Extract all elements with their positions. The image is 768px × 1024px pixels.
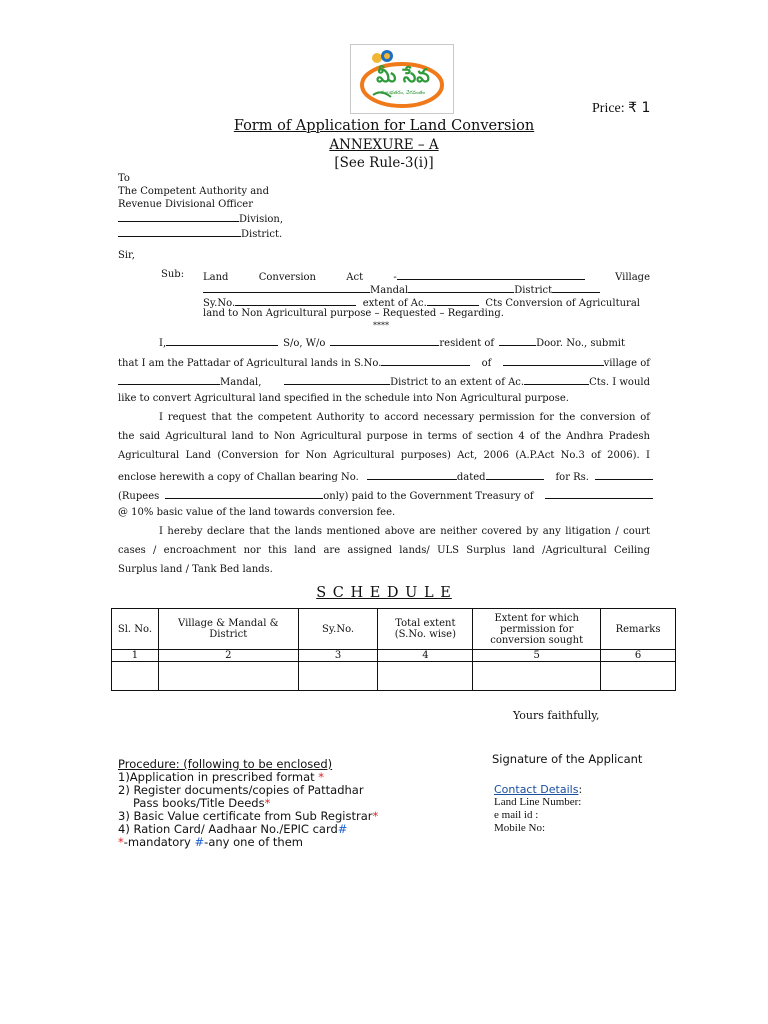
price bbox=[592, 100, 650, 117]
para1-line1 bbox=[118, 335, 650, 350]
mandatory-star: * bbox=[264, 796, 271, 810]
procedure-item-3: 3) Basic Value certificate from Sub Registrar bbox=[118, 809, 373, 823]
para1-line3 bbox=[118, 374, 650, 388]
legend-star: * bbox=[118, 835, 124, 849]
rule-reference: [See Rule-3(i)] bbox=[334, 155, 434, 171]
schedule-cell bbox=[473, 662, 601, 691]
legend-mandatory: -mandatory bbox=[123, 835, 191, 849]
para1-of: of bbox=[481, 358, 492, 369]
schedule-header-extent-sought: Extent for which permission for conversion sought bbox=[473, 609, 601, 650]
procedure-title: Procedure: (following to be enclosed) bbox=[118, 757, 333, 771]
para1-line4: like to convert Agricultural land specified in the schedule into Non Agricultural purpose. bbox=[118, 393, 569, 404]
price-value: ₹ 1 bbox=[628, 100, 651, 116]
schedule-entry-row bbox=[112, 662, 676, 691]
subject-extent: extent of Ac. bbox=[362, 298, 427, 309]
para1-cts: Cts. I would bbox=[589, 377, 650, 388]
para1-mandal: Mandal, bbox=[220, 377, 262, 388]
subject-line2 bbox=[203, 282, 600, 296]
procedure-item-2-cont: Pass books/Title Deeds bbox=[133, 796, 265, 810]
subject-village: Village bbox=[615, 272, 650, 283]
schedule-col-number: 2 bbox=[158, 650, 298, 662]
para2-line6: @ 10% basic value of the land towards conversion fee. bbox=[118, 507, 396, 518]
address-division: Division, bbox=[239, 214, 284, 225]
para2-line3: Agricultural Land (Conversion for Non Agricultural purposes) Act, 2006 (A.P.Act No.3 of 2006). I bbox=[118, 450, 650, 461]
schedule-col-number: 3 bbox=[298, 650, 378, 662]
subject-cts: Cts Conversion of Agricultural bbox=[485, 298, 640, 309]
para1-village-of: village of bbox=[603, 358, 650, 369]
para2-for-rs: for Rs. bbox=[555, 472, 589, 483]
para2-line2: the said Agricultural land to Non Agricultural purpose in terms of section 4 of the Andhra Pradesh bbox=[118, 431, 650, 442]
schedule-cell bbox=[298, 662, 378, 691]
schedule-col-number: 1 bbox=[112, 650, 159, 662]
mandatory-star: * bbox=[318, 770, 325, 784]
para1-door: Door. No., submit bbox=[536, 338, 626, 349]
procedure-item-1: 1)Application in prescribed format bbox=[118, 770, 315, 784]
para2-dated: dated bbox=[456, 472, 486, 483]
schedule-header-remarks: Remarks bbox=[601, 609, 676, 650]
para1-line2 bbox=[118, 355, 650, 369]
address-line2: Revenue Divisional Officer bbox=[118, 199, 253, 210]
contact-block bbox=[494, 783, 582, 835]
logo-text: మీ సేవ bbox=[376, 65, 430, 87]
subject-line1 bbox=[203, 269, 650, 283]
contact-email: e mail id : bbox=[494, 809, 539, 821]
schedule-cell bbox=[112, 662, 159, 691]
mee-seva-logo bbox=[350, 44, 454, 114]
legend-hash: # bbox=[194, 835, 205, 849]
procedure-item-4: 4) Ration Card/ Aadhaar No./EPIC card bbox=[118, 822, 338, 836]
subject-mandal: Mandal bbox=[370, 285, 409, 296]
price-label: Price: bbox=[592, 101, 625, 116]
schedule-col-number: 6 bbox=[601, 650, 676, 662]
subject-district: District bbox=[514, 285, 553, 296]
schedule-header-village: Village & Mandal & District bbox=[158, 609, 298, 650]
procedure-item-2: 2) Register documents/copies of Pattadhar bbox=[118, 783, 364, 797]
para2-rupees: (Rupees bbox=[118, 491, 160, 502]
contact-colon: : bbox=[578, 783, 583, 796]
any-one-hash: # bbox=[337, 822, 348, 836]
para1-i: I, bbox=[159, 338, 167, 349]
para3-line2: cases / encroachment nor this land are assigned lands/ ULS Surplus land /Agricultural Ceiling bbox=[118, 545, 650, 556]
legend-any: -any one of them bbox=[204, 835, 303, 849]
address-line1: The Competent Authority and bbox=[118, 186, 270, 197]
salutation: Sir, bbox=[118, 250, 135, 261]
schedule-header-slno: Sl. No. bbox=[112, 609, 159, 650]
schedule-number-row bbox=[112, 650, 676, 662]
para2-line1 bbox=[118, 412, 650, 423]
address-to: To bbox=[118, 173, 130, 184]
contact-mobile: Mobile No: bbox=[494, 822, 546, 834]
schedule-header-total-extent: Total extent (S.No. wise) bbox=[378, 609, 473, 650]
subject-label: Sub: bbox=[161, 269, 185, 280]
contact-landline: Land Line Number: bbox=[494, 796, 582, 808]
para3-text1: I hereby declare that the lands mentioned above are neither covered by any litigation / court bbox=[159, 526, 650, 537]
para1-resident: resident of bbox=[439, 338, 495, 349]
para2-only: only) paid to the Government Treasury of bbox=[323, 491, 534, 502]
para1-pattadar: that I am the Pattadar of Agricultural lands in S.No. bbox=[118, 358, 382, 369]
para1-district-extent: District to an extent of Ac. bbox=[390, 377, 525, 388]
para2-challan: enclose herewith a copy of Challan bearing No. bbox=[118, 472, 359, 483]
schedule-cell bbox=[158, 662, 298, 691]
yours-faithfully: Yours faithfully, bbox=[513, 709, 600, 722]
schedule-title: S C H E D U L E bbox=[316, 585, 452, 601]
para2-line4 bbox=[118, 469, 653, 483]
para1-so: S/o, W/o bbox=[283, 338, 326, 349]
para3-line1 bbox=[118, 526, 650, 537]
address-block bbox=[118, 172, 283, 241]
schedule-cell bbox=[601, 662, 676, 691]
subject-stars: **** bbox=[373, 321, 389, 330]
procedure-block bbox=[118, 758, 378, 849]
subject-syno: Sy.No. bbox=[203, 298, 236, 309]
para3-line3: Surplus land / Tank Bed lands. bbox=[118, 564, 273, 575]
schedule-table bbox=[111, 608, 676, 691]
para2-line5 bbox=[118, 488, 653, 502]
para2-text1: I request that the competent Authority to accord necessary permission for the conversion of bbox=[159, 412, 650, 423]
logo-tagline: సులభతరం, వేగవంతం bbox=[380, 90, 426, 96]
schedule-header-syno: Sy.No. bbox=[298, 609, 378, 650]
mandatory-star: * bbox=[372, 809, 379, 823]
form-title: Form of Application for Land Conversion bbox=[233, 118, 535, 134]
signature-label: Signature of the Applicant bbox=[492, 752, 643, 766]
subject-word-land: Land bbox=[203, 272, 229, 283]
schedule-cell bbox=[378, 662, 473, 691]
annexure-title: ANNEXURE – A bbox=[329, 137, 439, 153]
schedule-col-number: 5 bbox=[473, 650, 601, 662]
subject-dash: - bbox=[393, 272, 397, 283]
address-district: District. bbox=[241, 229, 283, 240]
contact-title: Contact Details bbox=[494, 783, 579, 796]
subject-word-conversion: Conversion bbox=[258, 272, 316, 283]
schedule-col-number: 4 bbox=[378, 650, 473, 662]
schedule-header-row bbox=[112, 609, 676, 650]
subject-word-act: Act bbox=[346, 272, 364, 283]
subject-line4: land to Non Agricultural purpose – Requested – Regarding. bbox=[203, 308, 504, 319]
subject-line3 bbox=[203, 295, 640, 309]
